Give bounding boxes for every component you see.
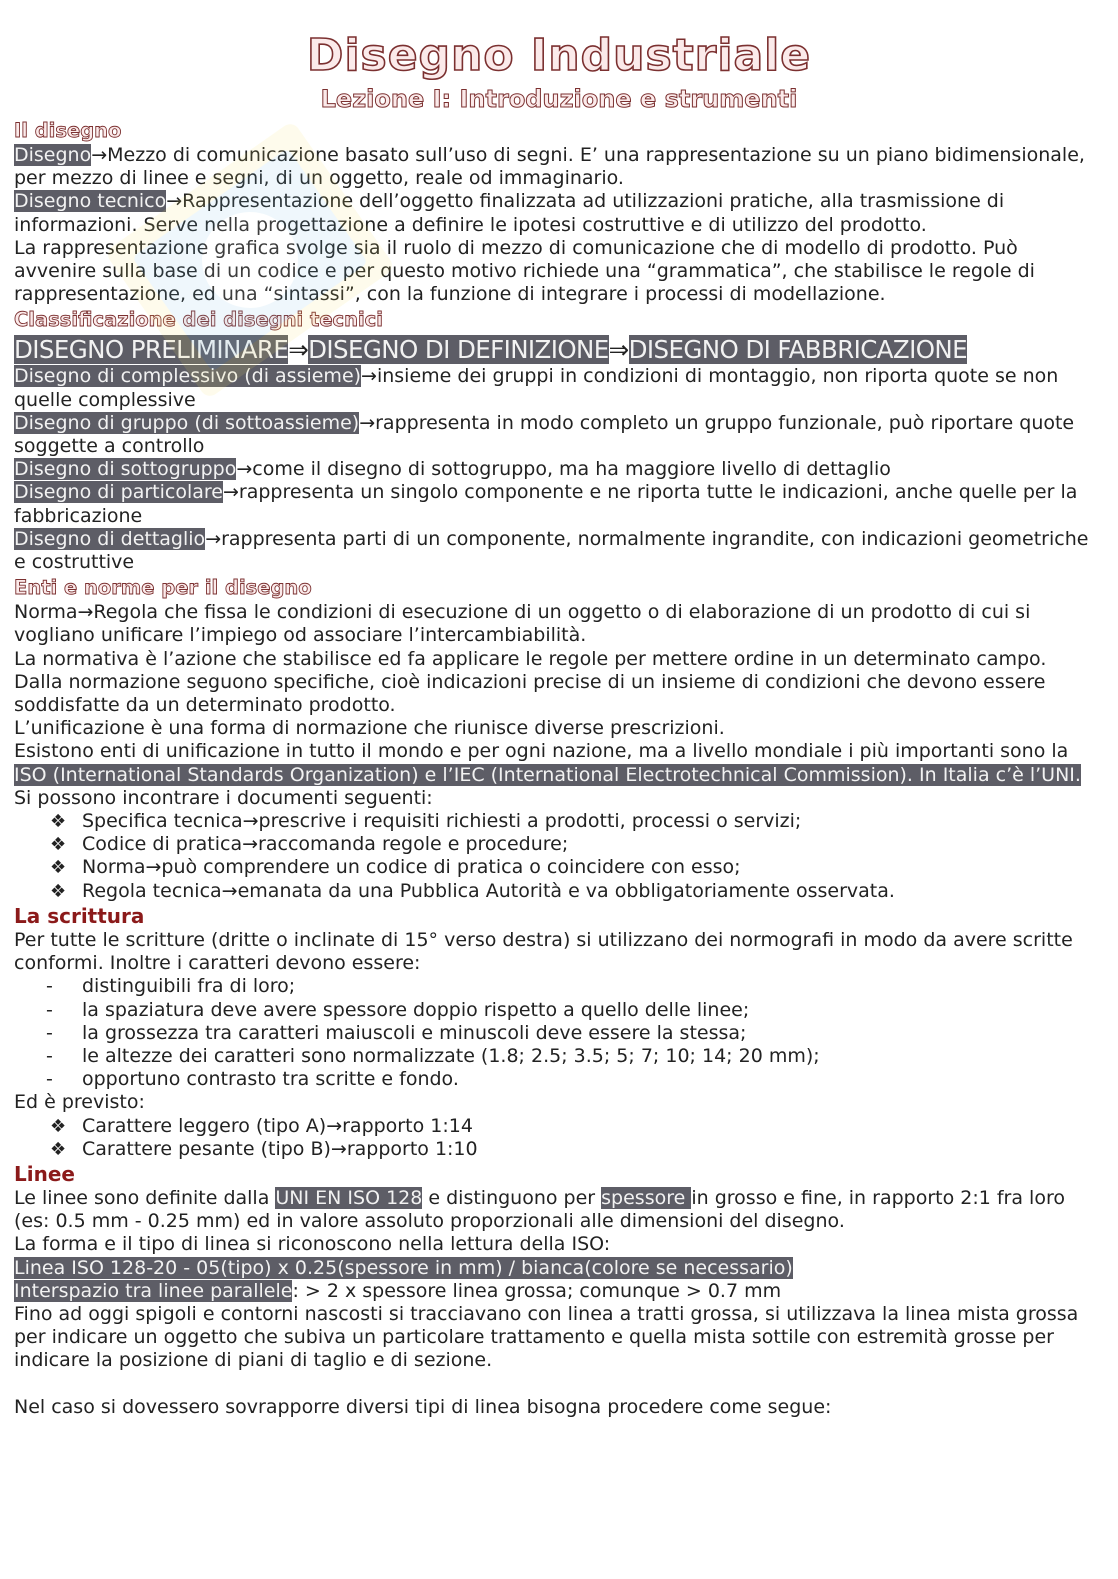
list-item-text: Codice di pratica→raccomanda regole e procedure; bbox=[82, 833, 569, 856]
list-item bbox=[14, 810, 1096, 833]
paragraph bbox=[14, 365, 1096, 411]
flow-step: DISEGNO PRELIMINARE bbox=[14, 335, 289, 365]
paragraph bbox=[14, 190, 1096, 236]
paragraph: L’unificazione è una forma di normazione che riunisce diverse prescrizioni. bbox=[14, 717, 725, 740]
list-item-text: la spaziatura deve avere spessore doppio rispetto a quello delle linee; bbox=[82, 998, 750, 1021]
highlighted-term: Disegno tecnico bbox=[14, 190, 167, 213]
flow-arrow: ⇒ bbox=[608, 335, 629, 365]
bullet-list bbox=[14, 810, 1096, 903]
paragraph bbox=[14, 481, 1096, 527]
paragraph bbox=[14, 1187, 1096, 1233]
page-title: Disegno Industriale bbox=[306, 30, 812, 81]
dash-list bbox=[14, 975, 1096, 1091]
highlighted-term: Disegno di sottogruppo bbox=[14, 458, 237, 481]
paragraph bbox=[14, 144, 1096, 190]
flow-arrow: ⇒ bbox=[288, 335, 309, 365]
list-item-text: la grossezza tra caratteri maiuscoli e minuscoli deve essere la stessa; bbox=[82, 1021, 747, 1044]
section-heading: La scrittura bbox=[14, 903, 145, 928]
dash-bullet: - bbox=[46, 1021, 53, 1044]
dash-bullet: - bbox=[46, 998, 53, 1021]
highlighted-term: Interspazio tra linee parallele bbox=[14, 1279, 293, 1302]
list-item-text: Carattere pesante (tipo B)→rapporto 1:10 bbox=[82, 1137, 478, 1160]
paragraph-text: →come il disegno di sottogruppo, ma ha maggiore livello di dettaglio bbox=[236, 458, 891, 481]
paragraph bbox=[14, 1257, 1096, 1280]
diamond-bullet-icon: ❖ bbox=[50, 834, 67, 856]
paragraph: Norma→Regola che fissa le condizioni di esecuzione di un oggetto o di elaborazione di un prodotto di cui si vogliano unificare l’impiego od associare l’intercambiabilità. bbox=[14, 601, 1031, 647]
diamond-bullet-icon: ❖ bbox=[50, 1115, 67, 1137]
list-item bbox=[14, 1115, 1096, 1138]
paragraph-text: →Rappresentazione dell’oggetto finalizzata ad utilizzazioni pratiche, alla trasmissione di informazioni. Serve nella progettazione a definire le ipotesi costruttive e di utilizzo del prodotto. bbox=[14, 190, 1005, 236]
paragraph-text: : > 2 x spessore linea grossa; comunque > 0.7 mm bbox=[292, 1279, 782, 1302]
section-heading: Il disegno bbox=[14, 119, 122, 142]
highlighted-term: Disegno di gruppo (di sottoassieme) bbox=[14, 411, 360, 434]
highlighted-term: Disegno di dettaglio bbox=[14, 527, 206, 550]
flow-step: DISEGNO DI DEFINIZIONE bbox=[308, 335, 609, 365]
diamond-bullet-icon: ❖ bbox=[50, 880, 67, 902]
list-item bbox=[14, 975, 1096, 998]
highlighted-text: spessore bbox=[601, 1186, 692, 1209]
paragraph-text: →Mezzo di comunicazione basato sull’uso di segni. E’ una rappresentazione su un piano bidimensionale, per mezzo di linee e segni, di un oggetto, reale od immaginario. bbox=[14, 144, 1085, 190]
dash-bullet: - bbox=[46, 975, 53, 998]
document-body bbox=[0, 118, 1118, 1419]
paragraph-text: Esistono enti di unificazione in tutto il mondo e per ogni nazione, ma a livello mondiale i più importanti sono la bbox=[14, 740, 1069, 763]
paragraph-text: Le linee sono definite dalla bbox=[14, 1186, 276, 1209]
list-item-text: Regola tecnica→emanata da una Pubblica Autorità e va obbligatoriamente osservata. bbox=[82, 879, 895, 902]
section-heading: Enti e norme per il disegno bbox=[14, 576, 312, 600]
paragraph: La forma e il tipo di linea si riconoscono nella lettura della ISO: bbox=[14, 1233, 611, 1256]
list-item bbox=[14, 1068, 1096, 1091]
paragraph-text: e distinguono per bbox=[422, 1186, 602, 1209]
highlighted-term: Disegno di particolare bbox=[14, 481, 223, 504]
section-heading: Classificazione dei disegni tecnici bbox=[14, 308, 383, 332]
list-item-text: Norma→può comprendere un codice di pratica o coincidere con esso; bbox=[82, 856, 741, 879]
paragraph bbox=[14, 458, 1096, 481]
highlighted-text: ISO (International Standards Organization) e l’IEC (International Electrotechnical Commission). In Italia c’è l’UNI. bbox=[14, 763, 1081, 786]
list-item-text: Carattere leggero (tipo A)→rapporto 1:14 bbox=[82, 1114, 473, 1137]
bullet-list bbox=[14, 1115, 1096, 1161]
paragraph-text: →rappresenta un singolo componente e ne riporta tutte le indicazioni, anche quelle per la fabbricazione bbox=[14, 481, 1078, 527]
list-item bbox=[14, 1138, 1096, 1161]
paragraph: Fino ad oggi spigoli e contorni nascosti si tracciavano con linea a tratti grossa, si utilizzava la linea mista grossa per indicare un oggetto che subiva un particolare trattamento e quella mista sottile con estremità grosse per indicare la posizione di piani di taglio e di sezione. bbox=[14, 1302, 1079, 1372]
diamond-bullet-icon: ❖ bbox=[50, 1138, 67, 1160]
paragraph: La normativa è l’azione che stabilisce ed fa applicare le regole per mettere ordine in un determinato campo. bbox=[14, 647, 1047, 670]
paragraph: Nel caso si dovessero sovrapporre diversi tipi di linea bisogna procedere come segue: bbox=[14, 1395, 832, 1418]
highlighted-text: Linea ISO 128-20 - 05(tipo) x 0.25(spessore in mm) / bianca(colore se necessario) bbox=[14, 1256, 793, 1279]
list-item bbox=[14, 999, 1096, 1022]
diamond-bullet-icon: ❖ bbox=[50, 811, 67, 833]
list-item-text: distinguibili fra di loro; bbox=[82, 975, 296, 998]
paragraph bbox=[14, 412, 1096, 458]
dash-bullet: - bbox=[46, 1068, 53, 1091]
paragraph bbox=[14, 740, 1096, 786]
diamond-bullet-icon: ❖ bbox=[50, 857, 67, 879]
highlighted-text: UNI EN ISO 128 bbox=[275, 1186, 423, 1209]
paragraph-text: →insieme dei gruppi in condizioni di montaggio, non riporta quote se non quelle complessive bbox=[14, 365, 1059, 411]
page-subtitle: Lezione I: Introduzione e strumenti bbox=[320, 85, 798, 113]
list-item-text: Specifica tecnica→prescrive i requisiti richiesti a prodotti, processi o servizi; bbox=[82, 810, 802, 833]
list-item-text: opportuno contrasto tra scritte e fondo. bbox=[82, 1068, 459, 1091]
paragraph: La rappresentazione grafica svolge sia il ruolo di mezzo di comunicazione che di modello di prodotto. Può avvenire sulla base di un codice e per questo motivo richiede una “grammatica”, che stabilisce le regole di rappresentazione, ed una “sintassi”, con la funzione di integrare i processi di modellazione. bbox=[14, 236, 1035, 306]
paragraph: Ed è previsto: bbox=[14, 1091, 145, 1114]
paragraph-text: →rappresenta parti di un componente, normalmente ingrandite, con indicazioni geometriche e costruttive bbox=[14, 527, 1089, 574]
paragraph: Si possono incontrare i documenti seguenti: bbox=[14, 786, 433, 809]
list-item bbox=[14, 833, 1096, 856]
list-item bbox=[14, 1045, 1096, 1068]
paragraph bbox=[14, 528, 1096, 574]
flow-step: DISEGNO DI FABBRICAZIONE bbox=[628, 335, 968, 365]
paragraph bbox=[14, 1280, 1096, 1303]
paragraph: Dalla normazione seguono specifiche, cioè indicazioni precise di un insieme di condizioni che devono essere soddisfatte da un determinato prodotto. bbox=[14, 670, 1046, 717]
section-heading: Linee bbox=[14, 1161, 75, 1186]
list-item bbox=[14, 880, 1096, 903]
highlighted-term: Disegno bbox=[14, 144, 92, 166]
dash-bullet: - bbox=[46, 1044, 53, 1067]
highlighted-term: Disegno di complessivo (di assieme) bbox=[14, 365, 362, 388]
paragraph: Per tutte le scritture (dritte o inclinate di 15° verso destra) si utilizzano dei normografi in modo da avere scritte conformi. Inoltre i caratteri devono essere: bbox=[14, 928, 1073, 975]
drawing-flow bbox=[14, 335, 1096, 365]
paragraph-text: →rappresenta in modo completo un gruppo funzionale, può riportare quote soggette a controllo bbox=[14, 411, 1075, 458]
paragraph-text: in grosso e fine, in rapporto 2:1 fra loro (es: 0.5 mm - 0.25 mm) ed in valore assoluto proporzionali alle dimensioni del disegno. bbox=[14, 1186, 1065, 1233]
list-item-text: le altezze dei caratteri sono normalizzate (1.8; 2.5; 3.5; 5; 7; 10; 14; 20 mm); bbox=[82, 1044, 820, 1067]
list-item bbox=[14, 856, 1096, 879]
list-item bbox=[14, 1022, 1096, 1045]
